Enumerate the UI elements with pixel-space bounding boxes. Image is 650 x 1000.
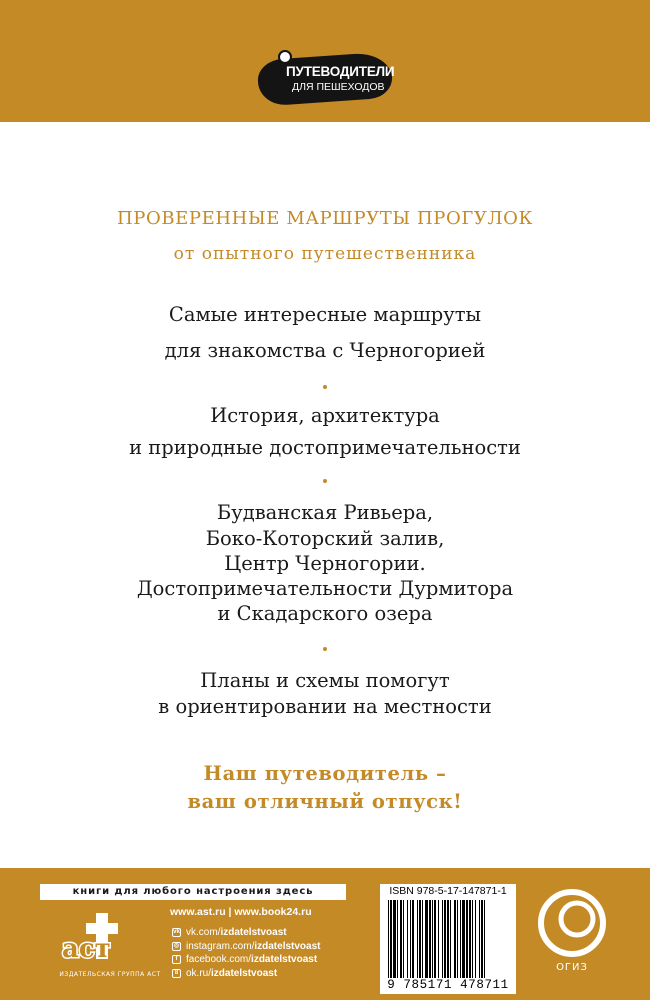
logo-ink-blob xyxy=(257,51,394,106)
feature-3-line-5: и Скадарского озера xyxy=(217,602,433,625)
isbn-digits: 9 785171 478711 xyxy=(387,978,509,992)
bullet-dot-icon xyxy=(323,385,327,389)
facebook-icon: f xyxy=(172,955,181,964)
feature-1-line-1: Самые интересные маршруты xyxy=(168,303,482,326)
instagram-icon: ◎ xyxy=(173,942,180,949)
ok-icon: 8 xyxy=(172,969,181,978)
series-logo xyxy=(258,50,395,106)
feature-2-line-1: История, архитектура xyxy=(210,404,440,427)
series-title: ПУТЕВОДИТЕЛИ xyxy=(286,64,395,79)
bullet-dot-icon xyxy=(323,647,327,651)
publisher-logo-text: аст xyxy=(62,934,111,964)
feature-1-line-2: для знакомства с Черногорией xyxy=(164,339,486,362)
social-link-instagram[interactable]: ◎ instagram.com/ izdatelstvoast xyxy=(173,940,321,952)
feature-2-line-2: и природные достопримечательности xyxy=(129,436,521,459)
feature-3-line-3: Центр Черногории. xyxy=(224,552,426,575)
feature-3-line-2: Боко-Которский залив, xyxy=(205,527,445,550)
imprint-label: ИЗДАТЕЛЬСКАЯ ГРУППА АСТ xyxy=(59,971,161,978)
websites: www.ast.ru | www.book24.ru xyxy=(170,906,312,918)
tagline: книги для любого настроения здесь xyxy=(40,884,346,900)
series-subtitle: ДЛЯ ПЕШЕХОДОВ xyxy=(292,81,385,93)
subheadline: от опытного путешественника xyxy=(173,244,477,264)
vk-icon: vk xyxy=(173,929,180,936)
isbn-label: ISBN 978-5-17-147871-1 xyxy=(389,885,507,897)
bullet-dot-icon xyxy=(323,479,327,483)
closing-line-2: ваш отличный отпуск! xyxy=(187,790,463,813)
feature-3-line-4: Достопримечательности Дурмитора xyxy=(136,577,514,600)
social-link-vk[interactable]: vk vk.com/ izdatelstvoast xyxy=(173,927,287,939)
barcode-icon xyxy=(388,900,508,978)
closing-line-1: Наш путеводитель – xyxy=(203,762,447,785)
social-links xyxy=(172,926,321,980)
feature-4-line-2: в ориентировании на местности xyxy=(158,695,492,718)
ogiz-label: ОГИЗ xyxy=(556,962,588,973)
isbn-block xyxy=(380,884,516,994)
social-link-facebook[interactable]: f facebook.com/ izdatelstvoast xyxy=(172,953,321,967)
social-link-ok[interactable]: 8 ok.ru/ izdatelstvoast xyxy=(172,967,321,981)
feature-4-line-1: Планы и схемы помогут xyxy=(200,669,450,692)
feature-3-line-1: Будванская Ривьера, xyxy=(216,501,434,524)
walker-icon xyxy=(278,50,292,64)
ast-logo-icon xyxy=(56,909,136,967)
ogiz-logo-icon xyxy=(537,888,607,958)
headline: ПРОВЕРЕННЫЕ МАРШРУТЫ ПРОГУЛОК xyxy=(116,208,534,229)
